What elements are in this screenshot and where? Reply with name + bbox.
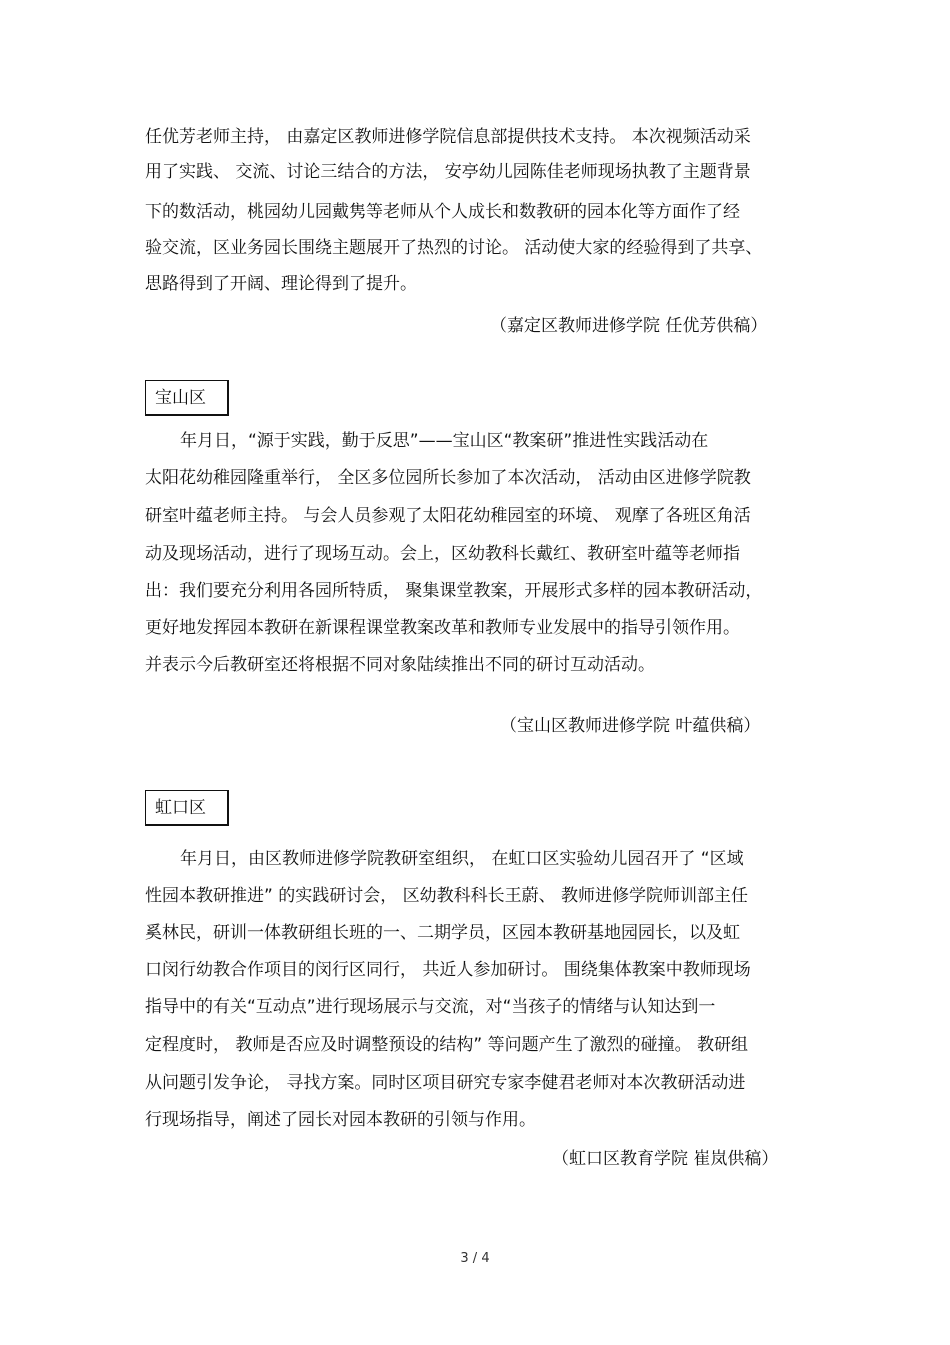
paragraph-line: 用了实践、 交流、讨论三结合的方法， 安亭幼儿园陈佳老师现场执教了主题背景 (145, 162, 751, 182)
paragraph-line: 任优芳老师主持， 由嘉定区教师进修学院信息部提供技术支持。 本次视频活动采 (145, 127, 751, 147)
paragraph-line: 年月日，由区教师进修学院教研室组织， 在虹口区实验幼儿园召开了 “区域 (180, 849, 744, 869)
paragraph-line: 奚林民，研训一体教研组长班的一、二期学员，区园本教研基地园园长，以及虹 (145, 923, 740, 943)
paragraph-line: 指导中的有关“互动点”进行现场展示与交流，对“当孩子的情绪与认知达到一 (145, 997, 716, 1017)
district-label: 宝山区 (155, 388, 206, 408)
paragraph-line: 太阳花幼稚园隆重举行， 全区多位园所长参加了本次活动， 活动由区进修学院教 (145, 468, 751, 488)
paragraph-line: 年月日，“源于实践，勤于反思”——宝山区“教案研”推进性实践活动在 (180, 431, 709, 451)
source-credit: （宝山区教师进修学院 叶蕴供稿） (500, 716, 761, 736)
paragraph-line: 思路得到了开阔、理论得到了提升。 (145, 274, 417, 294)
district-label-box (145, 380, 229, 416)
paragraph-line: 并表示今后教研室还将根据不同对象陆续推出不同的研讨互动活动。 (145, 655, 655, 675)
paragraph-line: 行现场指导，阐述了园长对园本教研的引领与作用。 (145, 1110, 536, 1130)
paragraph-line: 验交流，区业务园长围绕主题展开了热烈的讨论。 活动使大家的经验得到了共享、 (145, 238, 763, 258)
paragraph-line: 下的数活动，桃园幼儿园戴隽等老师从个人成长和数教研的园本化等方面作了经 (145, 202, 740, 222)
paragraph-line: 动及现场活动，进行了现场互动。会上，区幼教科长戴红、教研室叶蕴等老师指 (145, 544, 740, 564)
source-credit: （嘉定区教师进修学院 任优芳供稿） (490, 316, 768, 336)
source-credit: （虹口区教育学院 崔岚供稿） (552, 1149, 779, 1169)
paragraph-line: 定程度时， 教师是否应及时调整预设的结构” 等问题产生了激烈的碰撞。 教研组 (145, 1035, 749, 1055)
page-number: 3 / 4 (460, 1251, 490, 1266)
paragraph-line: 性园本教研推进” 的实践研讨会， 区幼教科科长王蔚、 教师进修学院师训部主任 (145, 886, 749, 906)
paragraph-line: 从问题引发争论， 寻找方案。同时区项目研究专家李健君老师对本次教研活动进 (145, 1073, 746, 1093)
paragraph-line: 研室叶蕴老师主持。 与会人员参观了太阳花幼稚园室的环境、 观摩了各班区角活 (145, 506, 751, 526)
paragraph-line: 口闵行幼教合作项目的闵行区同行， 共近人参加研讨。 围绕集体教案中教师现场 (145, 960, 751, 980)
paragraph-line: 出：我们要充分利用各园所特质， 聚集课堂教案，开展形式多样的园本教研活动， (145, 581, 763, 601)
district-label: 虹口区 (155, 798, 206, 818)
district-label-box (145, 790, 229, 826)
paragraph-line: 更好地发挥园本教研在新课程课堂教案改革和教师专业发展中的指导引领作用。 (145, 618, 740, 638)
